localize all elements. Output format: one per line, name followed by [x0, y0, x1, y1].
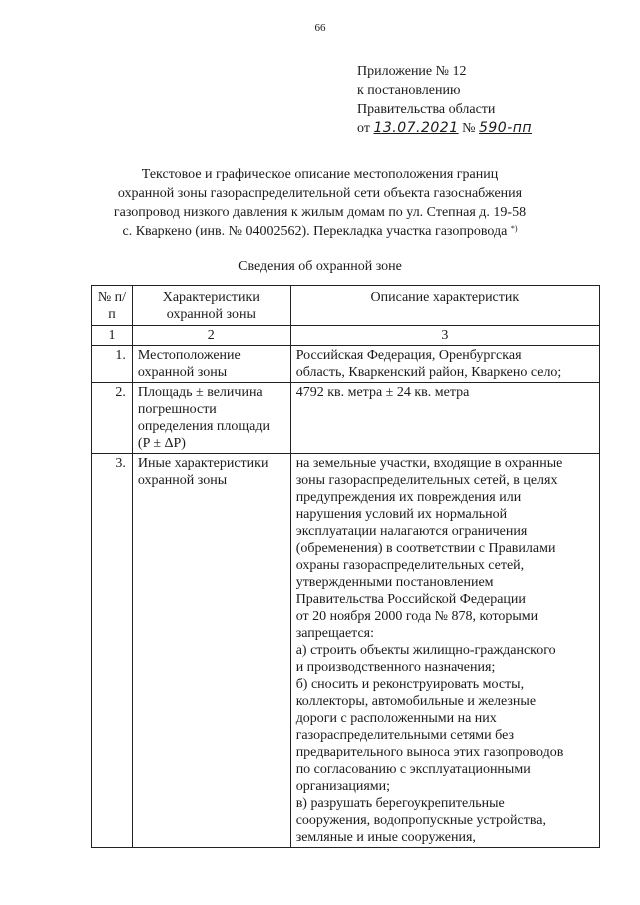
- index-cell: 1: [92, 326, 133, 346]
- description-line: земляные и иные сооружения,: [295, 830, 476, 845]
- description-line: сооружения, водопропускные устройства,: [295, 813, 546, 828]
- description-line: на земельные участки, входящие в охранные: [295, 456, 563, 471]
- page-number: 66: [314, 22, 326, 34]
- title-line: [88, 222, 552, 241]
- row-number: 1.: [92, 346, 133, 383]
- table-row: [92, 454, 600, 848]
- title-line: Текстовое и графическое описание местоположения границ: [141, 167, 499, 182]
- index-cell: 2: [132, 326, 290, 346]
- appendix-block: [357, 62, 532, 138]
- description-line: Правительства Российской Федерации: [295, 592, 526, 607]
- title-line: охранной зоны газораспределительной сети объекта газоснабжения: [117, 186, 523, 201]
- appendix-date-line: [357, 119, 532, 138]
- row-description: [290, 454, 599, 848]
- description-line: утвержденными постановлением: [295, 575, 494, 590]
- appendix-line: Правительства области: [357, 102, 496, 117]
- description-line: эксплуатации налагаются ограничения: [295, 524, 528, 539]
- table-row: [92, 346, 600, 383]
- description-line: и производственного назначения;: [295, 660, 496, 675]
- appendix-line: Приложение № 12: [357, 64, 467, 79]
- handwritten-number: 590-пп: [478, 120, 533, 136]
- row-number: 3.: [92, 454, 133, 848]
- description-line: предупреждения их повреждения или: [295, 490, 522, 505]
- description-line: 4792 кв. метра ± 24 кв. метра: [295, 385, 470, 400]
- description-line: зоны газораспределительных сетей, в целях: [295, 473, 558, 488]
- table-header-row: [92, 286, 600, 326]
- description-line: организациями;: [295, 779, 391, 794]
- row-description: [290, 383, 599, 454]
- description-line: дороги с расположенными на них: [295, 711, 497, 726]
- description-line: коллекторы, автомобильные и железные: [295, 694, 537, 709]
- title-line-text: с. Кваркено (инв. № 04002562). Перекладка участка газопровода: [122, 224, 508, 239]
- number-prefix: №: [462, 121, 476, 136]
- description-line: предварительного выноса этих газопроводов: [295, 745, 564, 760]
- row-characteristic: Местоположение охранной зоны: [132, 346, 290, 383]
- row-characteristic: Площадь ± величина погрешности определения площади (P ± ΔP): [132, 383, 290, 454]
- date-prefix: от: [357, 121, 370, 136]
- table-row: [92, 383, 600, 454]
- description-line: по согласованию с эксплуатационными: [295, 762, 531, 777]
- description-line: нарушения условий их нормальной: [295, 507, 508, 522]
- description-line: в) разрушать берегоукрепительные: [295, 796, 505, 811]
- description-line: от 20 ноября 2000 года № 878, которыми: [295, 609, 539, 624]
- description-line: запрещается:: [295, 626, 374, 641]
- header-num: № п/п: [92, 286, 133, 326]
- title-line: газопровод низкого давления к жилым домам по ул. Степная д. 19-58: [113, 205, 527, 220]
- index-cell: 3: [290, 326, 599, 346]
- row-description: [290, 346, 599, 383]
- description-line: б) сносить и реконструировать мосты,: [295, 677, 525, 692]
- handwritten-date: 13.07.2021: [373, 120, 459, 136]
- document-title: [88, 165, 552, 241]
- table-index-row: [92, 326, 600, 346]
- row-characteristic: Иные характеристики охранной зоны: [132, 454, 290, 848]
- section-title: Сведения об охранной зоне: [238, 259, 402, 274]
- protection-zone-table: [91, 285, 600, 848]
- description-line: (обременения) в соответствии с Правилами: [295, 541, 556, 556]
- row-number: 2.: [92, 383, 133, 454]
- footnote-mark: *): [510, 224, 518, 233]
- description-line: область, Кваркенский район, Кваркено село;: [295, 365, 562, 380]
- header-description: Описание характеристик: [290, 286, 599, 326]
- description-line: газораспределительными сетями без: [295, 728, 514, 743]
- description-line: а) строить объекты жилищно-гражданского: [295, 643, 556, 658]
- appendix-line: к постановлению: [357, 83, 461, 98]
- header-characteristic: Характеристики охранной зоны: [132, 286, 290, 326]
- description-line: охраны газораспределительных сетей,: [295, 558, 525, 573]
- description-line: Российская Федерация, Оренбургская: [295, 348, 522, 363]
